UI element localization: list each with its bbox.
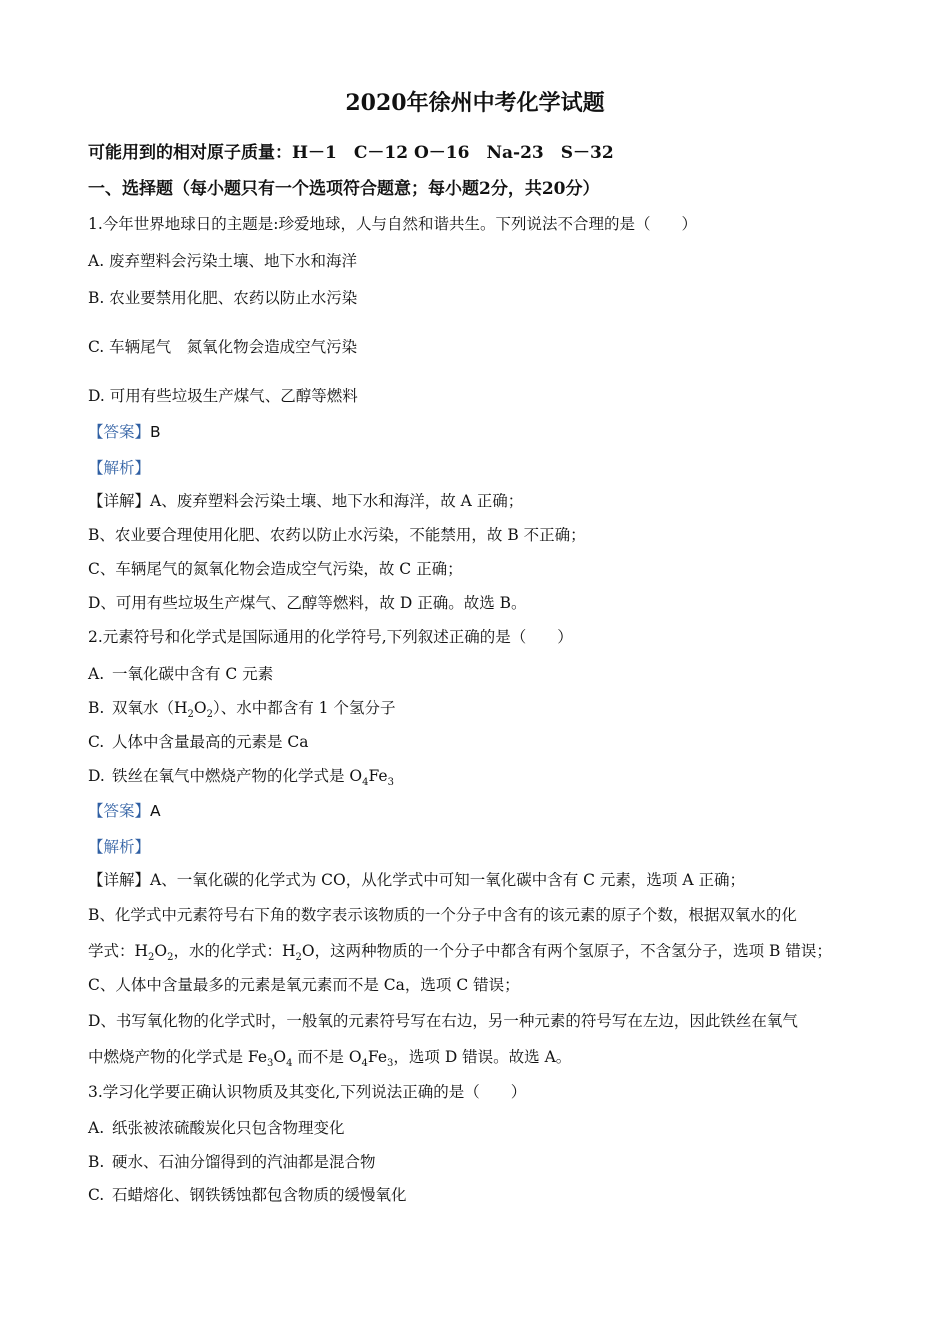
q3-option-b: B. 硬水、石油分馏得到的汽油都是混合物 bbox=[88, 1153, 376, 1171]
answer-value: A bbox=[150, 802, 161, 820]
detail-tag: 【详解】 bbox=[88, 492, 151, 510]
q2-option-b: B. 双氧水$(H_2O_2)$、水中都含有 1 个氢分子 bbox=[88, 699, 396, 721]
answer-tag: 【答案】 bbox=[88, 802, 151, 820]
q2-option-c: C. 人体中含量最高的元素是 Ca bbox=[88, 733, 309, 751]
answer-tag: 【答案】 bbox=[88, 423, 151, 441]
q3-option-a: A. 纸张被浓硫酸炭化只包含物理变化 bbox=[88, 1119, 345, 1137]
q2-answer bbox=[88, 800, 161, 822]
q3-stem: 3.学习化学要正确认识物质及其变化,下列说法正确的是（ ） bbox=[88, 1083, 527, 1101]
q1-option-c: C. 车辆尾气 氮氧化物会造成空气污染 bbox=[88, 338, 358, 356]
q1-option-b: B. 农业要禁用化肥、农药以防止水污染 bbox=[88, 289, 358, 307]
section-heading: 一、选择题（每小题只有一个选项符合题意；每小题2分，共20分） bbox=[88, 179, 600, 199]
atomic-mass-line: 可能用到的相对原子质量：H－1 C－12 O－16 Na-23 S－32 bbox=[88, 143, 614, 163]
q2-detail-6: 中燃烧产物的化学式是 $Fe_3O_4$ 而不是 $O_4Fe_3$，选项 D 错误。故选 A。 bbox=[88, 1048, 572, 1070]
detail-tag: 【详解】 bbox=[88, 871, 151, 889]
q2-analysis-tag: 【解析】 bbox=[88, 838, 151, 856]
q1-analysis-tag: 【解析】 bbox=[88, 459, 151, 477]
q2-detail-3: 学式：$H_2O_2$，水的化学式：$H_2O$，这两种物质的一个分子中都含有两个氢原子，不含氢分子，选项 B 错误； bbox=[88, 942, 832, 964]
q1-detail-1: 【详解】A、废弃塑料会污染土壤、地下水和海洋，故 A 正确； bbox=[88, 492, 524, 510]
q1-option-a: A. 废弃塑料会污染土壤、地下水和海洋 bbox=[88, 252, 358, 270]
q1-detail-2: B、农业要合理使用化肥、农药以防止水污染，不能禁用，故 B 不正确； bbox=[88, 526, 586, 544]
q2-stem: 2.元素符号和化学式是国际通用的化学符号,下列叙述正确的是（ ） bbox=[88, 628, 573, 646]
q1-option-d: D. 可用有些垃圾生产煤气、乙醇等燃料 bbox=[88, 387, 358, 405]
q2-detail-5: D、书写氧化物的化学式时，一般氧的元素符号写在右边，另一种元素的符号写在左边，因此铁丝在氧气 bbox=[88, 1012, 798, 1030]
q1-detail-4: D、可用有些垃圾生产煤气、乙醇等燃料，故 D 正确。故选 B。 bbox=[88, 594, 527, 612]
q1-detail-3: C、车辆尾气的氮氧化物会造成空气污染，故 C 正确； bbox=[88, 560, 463, 578]
q1-answer bbox=[88, 421, 161, 443]
answer-value: B bbox=[150, 423, 161, 441]
q1-stem: 1.今年世界地球日的主题是:珍爱地球，人与自然和谐共生。下列说法不合理的是（ ） bbox=[88, 215, 698, 233]
q2-detail-1: 【详解】A、一氧化碳的化学式为 CO，从化学式中可知一氧化碳中含有 C 元素，选项 A 正确； bbox=[88, 871, 745, 889]
page-title: 2020年徐州中考化学试题 bbox=[345, 90, 605, 116]
q2-detail-4: C、人体中含量最多的元素是氧元素而不是 Ca，选项 C 错误； bbox=[88, 976, 520, 994]
q2-option-a: A. 一氧化碳中含有 C 元素 bbox=[88, 665, 274, 683]
q3-option-c: C. 石蜡熔化、钢铁锈蚀都包含物质的缓慢氧化 bbox=[88, 1186, 407, 1204]
q2-detail-2: B、化学式中元素符号右下角的数字表示该物质的一个分子中含有的该元素的原子个数，根据双氧水的化 bbox=[88, 906, 797, 924]
q2-option-d: D. 铁丝在氧气中燃烧产物的化学式是 $O_4Fe_3$ bbox=[88, 767, 394, 789]
